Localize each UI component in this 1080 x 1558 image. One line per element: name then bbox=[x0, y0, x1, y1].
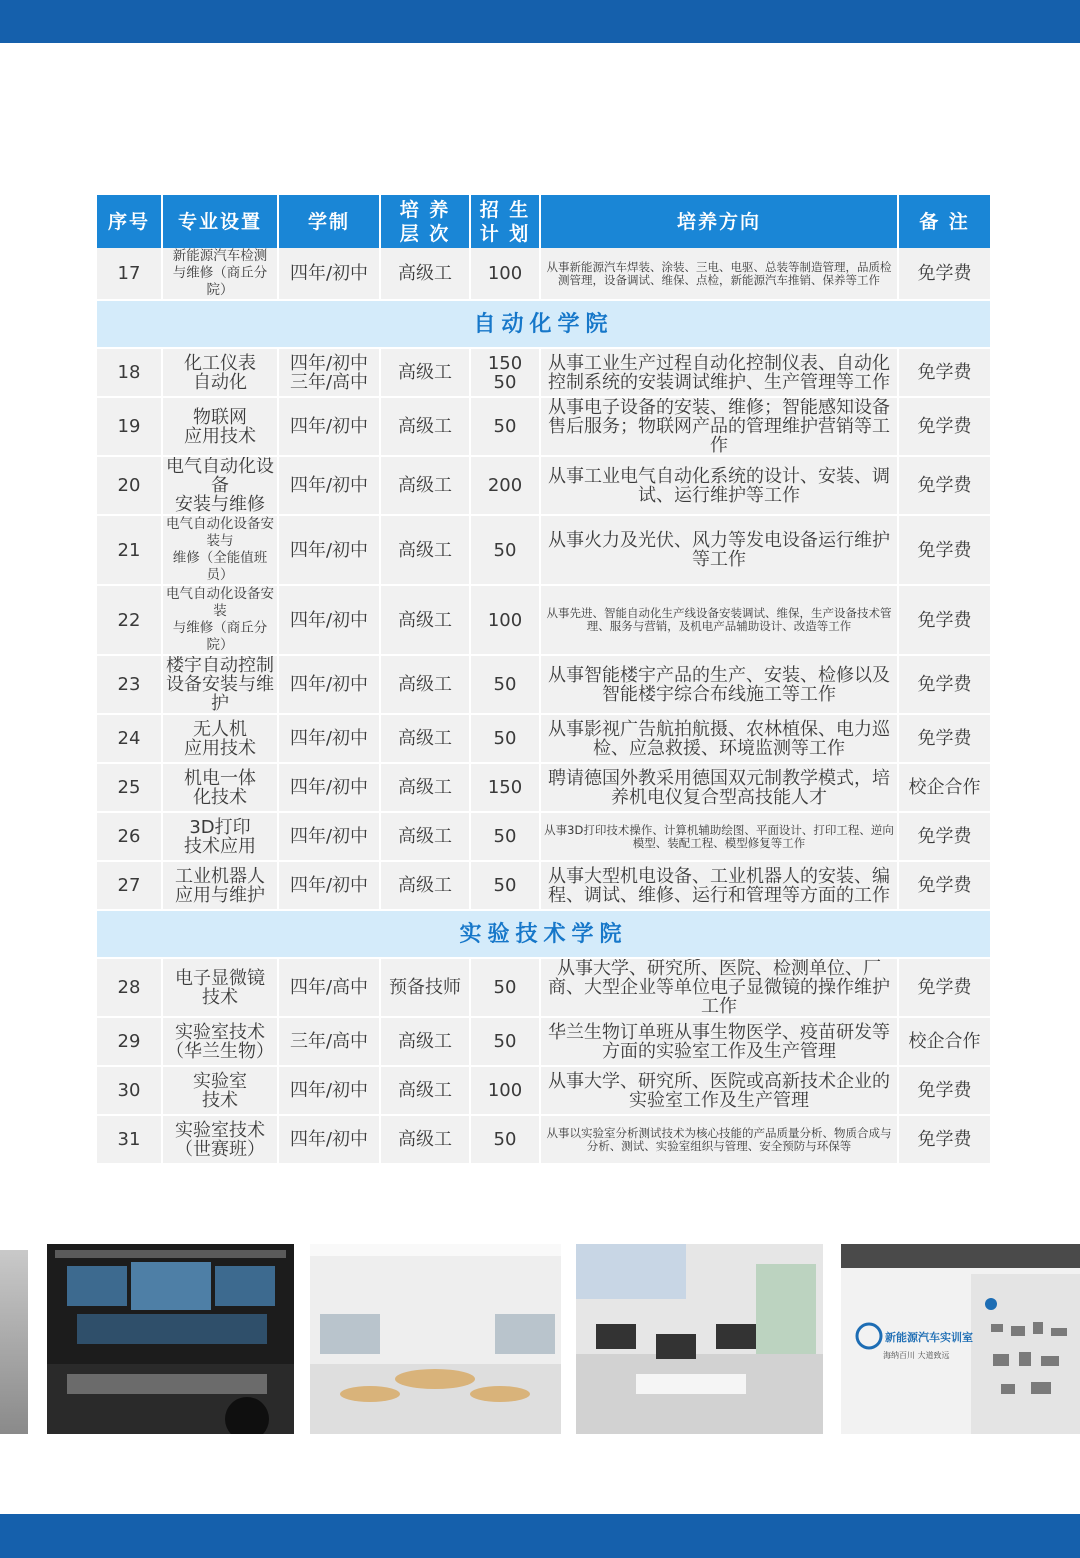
rows-new-energy bbox=[97, 248, 990, 301]
row-system-line: 四年/初中 bbox=[289, 1080, 369, 1101]
row-system-line: 三年/高中 bbox=[289, 371, 369, 393]
row-system bbox=[279, 516, 381, 586]
row-direction: 聘请德国外教采用德国双元制教学模式，培养机电仪复合型高技能人才 bbox=[541, 764, 899, 813]
row-system bbox=[279, 764, 381, 813]
row-level: 高级工 bbox=[381, 656, 471, 715]
row-system bbox=[279, 813, 381, 862]
row-major-line: 实验室技术 bbox=[175, 1021, 265, 1043]
row-major-line: 电子显微镜 bbox=[175, 967, 265, 989]
table-row bbox=[97, 656, 990, 715]
row-plan-line: 100 bbox=[487, 263, 523, 284]
row-note: 免学费 bbox=[899, 248, 990, 301]
row-note: 免学费 bbox=[899, 516, 990, 586]
table-row bbox=[97, 1067, 990, 1116]
row-number: 22 bbox=[97, 586, 163, 656]
row-plan bbox=[471, 398, 541, 457]
row-number: 27 bbox=[97, 862, 163, 911]
row-system-line: 四年/初中 bbox=[289, 609, 369, 631]
table-row bbox=[97, 959, 990, 1018]
row-direction: 从事电子设备的安装、维修；智能感知设备售后服务；物联网产品的管理维护营销等工作 bbox=[541, 398, 899, 457]
row-note: 校企合作 bbox=[899, 1018, 990, 1067]
header-no: 序号 bbox=[97, 195, 163, 248]
row-plan-line: 50 bbox=[493, 539, 517, 561]
row-plan-line: 50 bbox=[493, 1129, 517, 1150]
row-note: 免学费 bbox=[899, 656, 990, 715]
row-major bbox=[163, 248, 279, 301]
section-automation bbox=[97, 301, 990, 349]
row-system-line: 四年/初中 bbox=[289, 728, 369, 749]
lab-wall-title: 新能源汽车实训室 bbox=[885, 1331, 973, 1344]
row-level: 高级工 bbox=[381, 1067, 471, 1116]
row-major-line: 电气自动化设备 bbox=[166, 457, 274, 496]
row-level: 高级工 bbox=[381, 1116, 471, 1165]
table-row bbox=[97, 715, 990, 764]
row-system bbox=[279, 349, 381, 398]
row-major bbox=[163, 457, 279, 516]
row-major-line: 维修（全能值班员） bbox=[172, 550, 268, 583]
row-system bbox=[279, 1067, 381, 1116]
photo-broadcast-control-room bbox=[47, 1244, 294, 1434]
row-major bbox=[163, 398, 279, 457]
row-number: 17 bbox=[97, 248, 163, 301]
row-plan bbox=[471, 813, 541, 862]
row-plan-line: 150 bbox=[487, 352, 523, 374]
row-plan bbox=[471, 349, 541, 398]
row-major-line: 安装与维修 bbox=[175, 494, 265, 515]
row-system-line: 四年/初中 bbox=[289, 1129, 369, 1150]
row-major-line: 与维修（商丘分院） bbox=[172, 620, 268, 653]
row-plan-line: 50 bbox=[493, 826, 517, 847]
table-header bbox=[97, 195, 990, 248]
row-level: 高级工 bbox=[381, 764, 471, 813]
row-plan-line: 50 bbox=[493, 977, 517, 998]
row-level: 高级工 bbox=[381, 715, 471, 764]
row-plan-line: 50 bbox=[493, 674, 517, 695]
row-major-line: 与维修（商丘分院） bbox=[172, 265, 268, 298]
table-row bbox=[97, 862, 990, 911]
row-plan bbox=[471, 1018, 541, 1067]
header-plan bbox=[471, 195, 541, 248]
row-system bbox=[279, 715, 381, 764]
row-major bbox=[163, 586, 279, 656]
section-title-lab: 实验技术学院 bbox=[97, 911, 990, 959]
photo-partial bbox=[0, 1250, 28, 1434]
row-level: 高级工 bbox=[381, 349, 471, 398]
photo-strip bbox=[0, 1244, 1080, 1434]
row-system-line: 四年/初中 bbox=[289, 875, 369, 896]
row-plan bbox=[471, 248, 541, 301]
row-system bbox=[279, 457, 381, 516]
row-system bbox=[279, 586, 381, 656]
row-level: 高级工 bbox=[381, 457, 471, 516]
row-note: 免学费 bbox=[899, 813, 990, 862]
table-row bbox=[97, 516, 990, 586]
row-direction: 从事大学、研究所、医院或高新技术企业的实验室工作及生产管理 bbox=[541, 1067, 899, 1116]
header-system: 学制 bbox=[279, 195, 381, 248]
row-direction: 从事工业生产过程自动化控制仪表、自动化控制系统的安装调试维护、生产管理等工作 bbox=[541, 349, 899, 398]
row-direction: 华兰生物订单班从事生物医学、疫苗研发等方面的实验室工作及生产管理 bbox=[541, 1018, 899, 1067]
header-level-line: 层 次 bbox=[399, 222, 451, 245]
row-note: 校企合作 bbox=[899, 764, 990, 813]
row-level: 高级工 bbox=[381, 516, 471, 586]
row-number: 25 bbox=[97, 764, 163, 813]
row-direction: 从事影视广告航拍航摄、农林植保、电力巡检、应急救援、环境监测等工作 bbox=[541, 715, 899, 764]
row-major bbox=[163, 959, 279, 1018]
row-number: 18 bbox=[97, 349, 163, 398]
table-row bbox=[97, 1116, 990, 1165]
photo-new-energy-vehicle-lab bbox=[841, 1244, 1080, 1434]
row-system-line: 四年/初中 bbox=[289, 777, 369, 798]
row-major-line: 实验室技术 bbox=[175, 1119, 265, 1141]
row-system-line: 四年/初中 bbox=[289, 263, 369, 284]
row-system bbox=[279, 398, 381, 457]
row-number: 31 bbox=[97, 1116, 163, 1165]
row-note: 免学费 bbox=[899, 586, 990, 656]
row-number: 30 bbox=[97, 1067, 163, 1116]
row-note: 免学费 bbox=[899, 398, 990, 457]
row-system-line: 四年/初中 bbox=[289, 674, 369, 695]
row-major-line: 化技术 bbox=[193, 786, 247, 808]
row-system bbox=[279, 1018, 381, 1067]
row-major-line: 自动化 bbox=[193, 371, 247, 393]
row-major bbox=[163, 764, 279, 813]
row-major bbox=[163, 349, 279, 398]
row-plan-line: 50 bbox=[493, 416, 517, 437]
row-direction: 从事智能楼宇产品的生产、安装、检修以及智能楼宇综合布线施工等工作 bbox=[541, 656, 899, 715]
row-plan-line: 200 bbox=[487, 475, 523, 496]
row-major bbox=[163, 656, 279, 715]
row-major-line: 技术 bbox=[202, 986, 238, 1008]
row-system bbox=[279, 959, 381, 1018]
bottom-banner bbox=[0, 1514, 1080, 1558]
table-row bbox=[97, 764, 990, 813]
row-note: 免学费 bbox=[899, 1067, 990, 1116]
row-major-line: 电气自动化设备安装与 bbox=[166, 516, 274, 549]
row-system-line: 三年/高中 bbox=[289, 1031, 369, 1052]
row-note: 免学费 bbox=[899, 457, 990, 516]
row-plan-line: 100 bbox=[487, 609, 523, 631]
table-row bbox=[97, 457, 990, 516]
row-major bbox=[163, 516, 279, 586]
row-direction: 从事3D打印技术操作、计算机辅助绘图、平面设计、打印工程、逆向模型、装配工程、模型修复等工作 bbox=[541, 813, 899, 862]
row-note: 免学费 bbox=[899, 862, 990, 911]
row-plan-line: 50 bbox=[493, 875, 517, 896]
row-plan-line: 50 bbox=[493, 728, 517, 749]
row-plan-line: 50 bbox=[493, 371, 517, 393]
row-number: 20 bbox=[97, 457, 163, 516]
row-level: 高级工 bbox=[381, 862, 471, 911]
row-major-line: 应用与维护 bbox=[175, 884, 265, 906]
table-row bbox=[97, 398, 990, 457]
row-major bbox=[163, 715, 279, 764]
row-system bbox=[279, 862, 381, 911]
row-plan bbox=[471, 862, 541, 911]
header-level bbox=[381, 195, 471, 248]
rows-lab bbox=[97, 959, 990, 1165]
row-major-line: 技术 bbox=[202, 1089, 238, 1111]
row-note: 免学费 bbox=[899, 959, 990, 1018]
header-level-line: 培 养 bbox=[399, 198, 451, 221]
row-note: 免学费 bbox=[899, 1116, 990, 1165]
row-major-line: （世赛班） bbox=[175, 1138, 265, 1160]
header-direction: 培养方向 bbox=[541, 195, 899, 248]
row-system-line: 四年/初中 bbox=[289, 416, 369, 437]
row-major-line: 无人机 bbox=[193, 718, 247, 740]
row-plan bbox=[471, 1067, 541, 1116]
row-system-line: 四年/初中 bbox=[289, 539, 369, 561]
row-direction: 从事以实验室分析测试技术为核心技能的产品质量分析、物质合成与分析、测试、实验室组织与管理、安全预防与环保等 bbox=[541, 1116, 899, 1165]
row-system bbox=[279, 1116, 381, 1165]
table-row bbox=[97, 248, 990, 301]
row-level: 高级工 bbox=[381, 813, 471, 862]
row-number: 28 bbox=[97, 959, 163, 1018]
table-row bbox=[97, 813, 990, 862]
row-major-line: 楼宇自动控制 bbox=[166, 656, 274, 676]
row-number: 29 bbox=[97, 1018, 163, 1067]
table-row bbox=[97, 349, 990, 398]
row-level: 高级工 bbox=[381, 586, 471, 656]
row-note: 免学费 bbox=[899, 349, 990, 398]
row-system-line: 四年/初中 bbox=[289, 826, 369, 847]
row-system-line: 四年/初中 bbox=[289, 475, 369, 496]
row-plan-line: 50 bbox=[493, 1031, 517, 1052]
row-plan bbox=[471, 959, 541, 1018]
row-number: 24 bbox=[97, 715, 163, 764]
row-plan bbox=[471, 715, 541, 764]
row-level: 高级工 bbox=[381, 1018, 471, 1067]
row-major-line: 应用技术 bbox=[184, 425, 256, 447]
row-level: 高级工 bbox=[381, 248, 471, 301]
row-plan bbox=[471, 516, 541, 586]
row-number: 21 bbox=[97, 516, 163, 586]
row-plan bbox=[471, 586, 541, 656]
row-plan bbox=[471, 764, 541, 813]
row-major-line: （华兰生物） bbox=[166, 1040, 274, 1062]
row-level: 预备技师 bbox=[381, 959, 471, 1018]
rows-automation bbox=[97, 349, 990, 911]
row-direction: 从事火力及光伏、风力等发电设备运行维护等工作 bbox=[541, 516, 899, 586]
row-major-line: 实验室 bbox=[193, 1070, 247, 1092]
row-plan-line: 100 bbox=[487, 1080, 523, 1101]
top-banner bbox=[0, 0, 1080, 43]
row-major-line: 机电一体 bbox=[184, 767, 256, 789]
enrollment-table bbox=[97, 195, 990, 1165]
row-major bbox=[163, 1116, 279, 1165]
table-row bbox=[97, 1018, 990, 1067]
row-direction: 从事大型机电设备、工业机器人的安装、编程、调试、维修、运行和管理等方面的工作 bbox=[541, 862, 899, 911]
row-plan-line: 150 bbox=[487, 777, 523, 798]
photo-computer-lab bbox=[576, 1244, 823, 1434]
header-plan-line: 计 划 bbox=[479, 222, 531, 245]
row-plan bbox=[471, 656, 541, 715]
row-number: 19 bbox=[97, 398, 163, 457]
row-major-line: 设备安装与维护 bbox=[166, 674, 274, 714]
row-direction: 从事新能源汽车焊装、涂装、三电、电驱、总装等制造管理，品质检测管理，设备调试、维保、点检，新能源汽车推销、保养等工作 bbox=[541, 248, 899, 301]
row-major-line: 应用技术 bbox=[184, 737, 256, 759]
section-title-automation: 自动化学院 bbox=[97, 301, 990, 349]
row-system bbox=[279, 656, 381, 715]
row-number: 26 bbox=[97, 813, 163, 862]
row-plan bbox=[471, 457, 541, 516]
header-note: 备 注 bbox=[899, 195, 990, 248]
header-major: 专业设置 bbox=[163, 195, 279, 248]
row-major bbox=[163, 813, 279, 862]
row-plan bbox=[471, 1116, 541, 1165]
row-major-line: 新能源汽车检测 bbox=[172, 248, 268, 264]
photo-lab-classroom bbox=[310, 1244, 561, 1434]
row-major bbox=[163, 1067, 279, 1116]
row-major bbox=[163, 1018, 279, 1067]
row-system-line: 四年/初中 bbox=[289, 352, 369, 374]
row-major-line: 化工仪表 bbox=[184, 352, 256, 374]
row-major-line: 3D打印 bbox=[189, 816, 251, 838]
row-system-line: 四年/高中 bbox=[289, 977, 369, 998]
row-major-line: 技术应用 bbox=[184, 835, 256, 857]
table-row bbox=[97, 586, 990, 656]
row-direction: 从事工业电气自动化系统的设计、安装、调试、运行维护等工作 bbox=[541, 457, 899, 516]
row-number: 23 bbox=[97, 656, 163, 715]
row-direction: 从事先进、智能自动化生产线设备安装调试、维保，生产设备技术管理、服务与营销，及机电产品辅助设计、改造等工作 bbox=[541, 586, 899, 656]
lab-wall-motto: 海纳百川 大道致远 bbox=[883, 1351, 950, 1360]
row-major bbox=[163, 862, 279, 911]
row-major-line: 物联网 bbox=[193, 406, 247, 428]
row-level: 高级工 bbox=[381, 398, 471, 457]
row-direction: 从事大学、研究所、医院、检测单位、厂商、大型企业等单位电子显微镜的操作维护工作 bbox=[541, 959, 899, 1018]
section-lab bbox=[97, 911, 990, 959]
row-major-line: 工业机器人 bbox=[175, 865, 265, 887]
row-system bbox=[279, 248, 381, 301]
row-note: 免学费 bbox=[899, 715, 990, 764]
header-plan-line: 招 生 bbox=[479, 198, 531, 221]
row-major-line: 电气自动化设备安装 bbox=[166, 586, 274, 619]
